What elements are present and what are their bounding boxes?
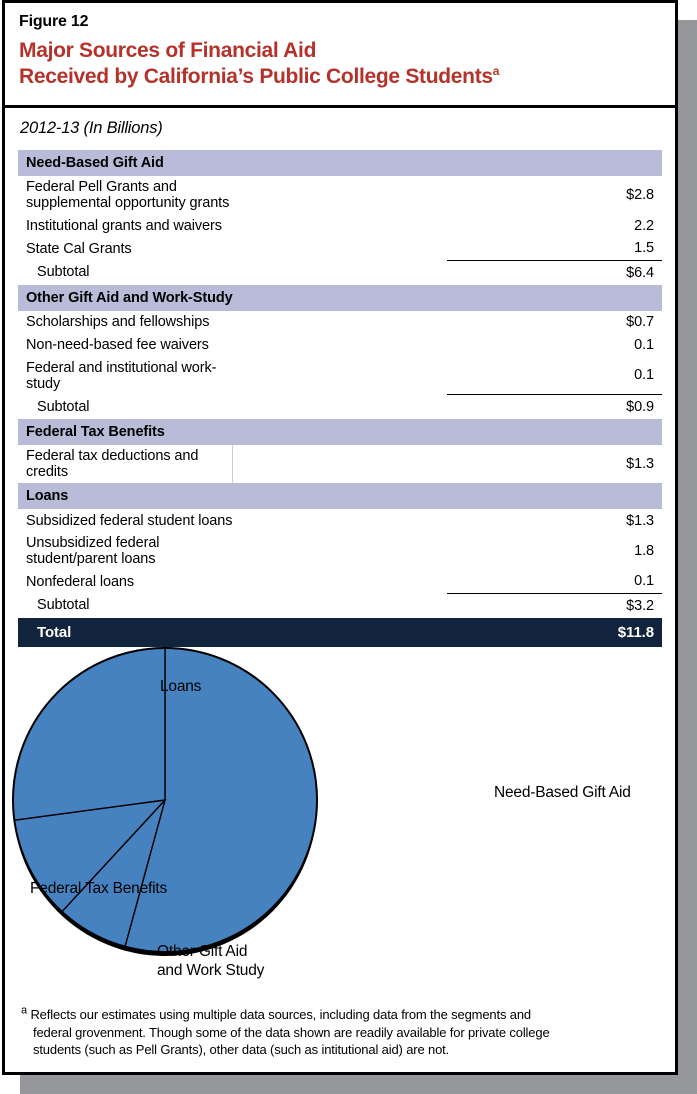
footnote-text-2: federal grovenment. Though some of the data shown are readily available for private college — [33, 1024, 550, 1040]
figure-header — [5, 3, 675, 98]
row-spacer — [233, 509, 448, 532]
section-heading-other-gift-aid: Other Gift Aid and Work-Study — [18, 285, 662, 311]
footnote-line-2 — [21, 1024, 661, 1042]
pie-label-line2: and Work Study — [157, 961, 265, 979]
row-label: Non-need-based fee waivers — [18, 334, 233, 357]
row-spacer — [233, 532, 448, 570]
row-spacer — [233, 237, 448, 260]
table-row — [18, 509, 662, 532]
aid-table — [18, 150, 662, 647]
total-label: Total — [18, 618, 233, 647]
row-label: Scholarships and fellowships — [18, 311, 233, 334]
footnote-marker: a — [21, 1004, 27, 1017]
row-amount: 0.1 — [447, 357, 662, 395]
table-total-row — [18, 618, 662, 647]
row-spacer — [233, 334, 448, 357]
row-amount: 0.1 — [447, 334, 662, 357]
footnote-text-1: Reflects our estimates using multiple data sources, including data from the segments and — [30, 1007, 532, 1022]
pie-label-federal-tax-benefits: Federal Tax Benefits — [30, 879, 168, 897]
footnote-text-3: students (such as Pell Grants), other data (such as intitutional aid) are not. — [33, 1042, 450, 1057]
table-section-header — [18, 285, 662, 311]
table-row — [18, 237, 662, 260]
subtotal-label: Subtotal — [18, 260, 233, 285]
pie-label-need-based-gift-aid: Need-Based Gift Aid — [494, 783, 631, 801]
row-spacer — [233, 260, 448, 285]
row-spacer — [233, 357, 448, 395]
row-amount: 2.2 — [447, 214, 662, 237]
row-amount: 0.1 — [447, 570, 662, 593]
table-row — [18, 445, 662, 483]
pie-slice — [13, 648, 165, 820]
row-spacer — [233, 618, 448, 647]
row-spacer — [233, 176, 448, 214]
row-amount: 1.8 — [447, 532, 662, 570]
footnote — [21, 1006, 661, 1059]
section-heading-federal-tax-benefits: Federal Tax Benefits — [18, 419, 662, 445]
section-heading-need-based: Need-Based Gift Aid — [18, 150, 662, 176]
row-amount: $0.7 — [447, 311, 662, 334]
subtotal-amount: $6.4 — [447, 260, 662, 285]
aid-table-wrap — [5, 150, 675, 647]
subtotal-label: Subtotal — [18, 395, 233, 420]
figure-title — [19, 38, 661, 90]
row-amount: $1.3 — [447, 509, 662, 532]
table-subtotal-row — [18, 593, 662, 618]
row-spacer — [233, 311, 448, 334]
figure-title-line1: Major Sources of Financial Aid — [19, 39, 317, 62]
subtotal-label: Subtotal — [18, 593, 233, 618]
table-row — [18, 357, 662, 395]
section-heading-loans: Loans — [18, 483, 662, 509]
row-label: Institutional grants and waivers — [18, 214, 233, 237]
row-label: Federal Pell Grants and supplemental opportunity grants — [18, 176, 233, 214]
pie-label-other-gift-aid-and-work-study — [157, 942, 264, 980]
row-label: Federal tax deductions and credits — [18, 445, 233, 483]
table-section-header — [18, 419, 662, 445]
pie-chart-svg — [5, 647, 675, 992]
row-label: Nonfederal loans — [18, 570, 233, 593]
row-amount: $2.8 — [447, 176, 662, 214]
table-section-header — [18, 150, 662, 176]
panel-shadow-bottom — [20, 1075, 697, 1094]
pie-chart — [5, 647, 675, 992]
figure-title-line2: Received by California’s Public College Students — [19, 65, 493, 88]
row-amount: 1.5 — [447, 237, 662, 260]
footnote-line-3 — [21, 1041, 661, 1059]
table-row — [18, 176, 662, 214]
table-subtotal-row — [18, 395, 662, 420]
row-spacer — [233, 593, 448, 618]
figure-number: Figure 12 — [19, 13, 89, 30]
figure-panel — [2, 0, 678, 1075]
panel-shadow-right — [678, 20, 697, 1094]
row-label: Federal and institutional work-study — [18, 357, 233, 395]
pie-label-line1: Other Gift Aid — [157, 942, 248, 960]
table-row — [18, 570, 662, 593]
row-label: Subsidized federal student loans — [18, 509, 233, 532]
table-row — [18, 532, 662, 570]
row-label: State Cal Grants — [18, 237, 233, 260]
total-amount: $11.8 — [447, 618, 662, 647]
row-spacer — [233, 570, 448, 593]
row-spacer — [233, 214, 448, 237]
footnote-line-1 — [21, 1006, 661, 1024]
table-subtotal-row — [18, 260, 662, 285]
subtotal-amount: $3.2 — [447, 593, 662, 618]
row-spacer — [233, 395, 448, 420]
table-row — [18, 311, 662, 334]
row-divider — [233, 445, 448, 483]
row-label: Unsubsidized federal student/parent loans — [18, 532, 233, 570]
table-row — [18, 214, 662, 237]
table-section-header — [18, 483, 662, 509]
pie-label-loans: Loans — [160, 677, 202, 695]
subtotal-amount: $0.9 — [447, 395, 662, 420]
figure-subtitle: 2012-13 (In Billions) — [20, 119, 163, 137]
row-amount: $1.3 — [447, 445, 662, 483]
figure-title-footnote-marker: a — [492, 64, 500, 78]
table-row — [18, 334, 662, 357]
